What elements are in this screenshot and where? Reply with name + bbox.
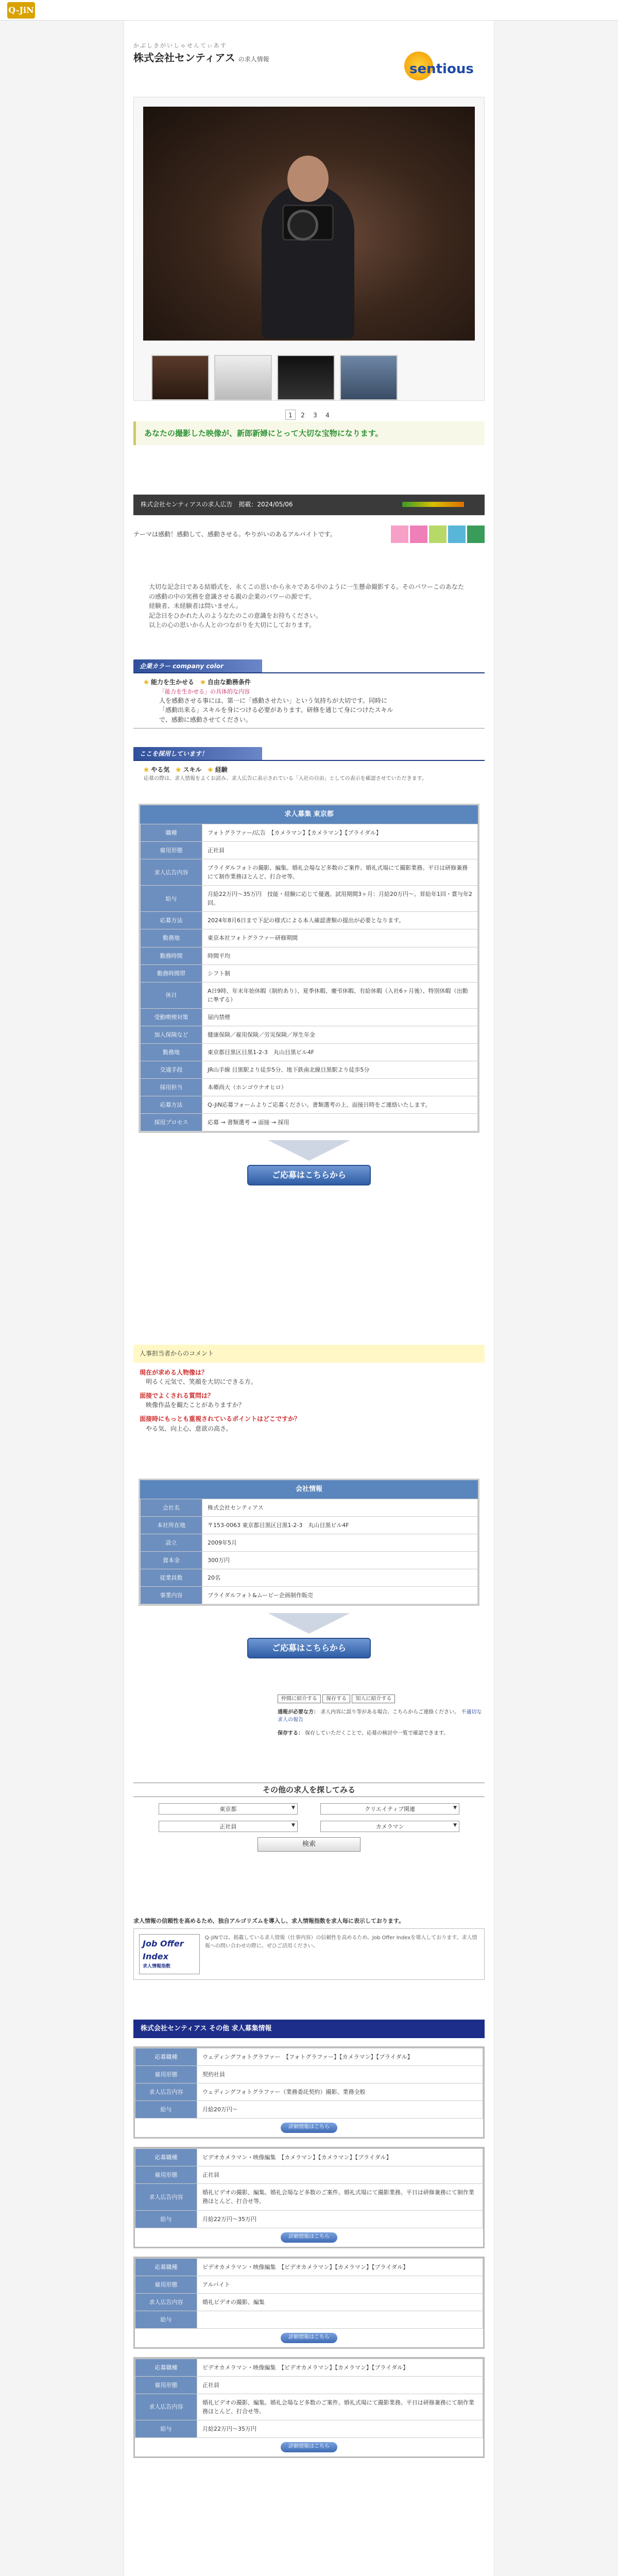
brand-text: sentious bbox=[409, 61, 474, 77]
feature-icon bbox=[391, 526, 408, 543]
row-label: 交通手段 bbox=[141, 1061, 202, 1078]
feature-icon bbox=[410, 526, 427, 543]
tool-note: 求人内容に誤り等がある場合、こちらからご連絡ください。 bbox=[320, 1709, 460, 1715]
table-row bbox=[135, 2066, 483, 2083]
row-label: 求人広告内容 bbox=[135, 2083, 197, 2101]
photo-gallery bbox=[133, 97, 485, 419]
row-value: 正社員 bbox=[202, 842, 478, 859]
qa-answer: 映像作品を観たことがありますか？ bbox=[146, 1401, 245, 1409]
table-row bbox=[141, 1008, 478, 1026]
row-label: 加入保険など bbox=[141, 1026, 202, 1043]
row-value: 婚礼ビデオの撮影、編集 bbox=[197, 2293, 483, 2311]
job-select[interactable]: カメラマン ▼ bbox=[320, 1821, 459, 1832]
description-line: 以上の心の思いから人とのつながりを大切にしております。 bbox=[149, 621, 316, 629]
job-card bbox=[133, 2357, 485, 2458]
row-value: ブライダルフォト&ムービー企画制作販売 bbox=[202, 1587, 478, 1604]
row-value: シフト制 bbox=[202, 964, 478, 982]
apply-button[interactable]: ご応募はこちらから bbox=[247, 1165, 371, 1185]
req-item: やる気 bbox=[151, 766, 170, 773]
row-label: 事業内容 bbox=[141, 1587, 202, 1604]
row-label: 求人広告内容 bbox=[135, 2184, 197, 2210]
row-value: 東京都目黒区目黒1-2-3 丸山目黒ビル4F bbox=[202, 1043, 478, 1061]
index-meter bbox=[402, 502, 464, 507]
page-link[interactable]: 1 bbox=[285, 410, 296, 420]
row-label: 雇用形態 bbox=[135, 2166, 197, 2184]
table-row bbox=[135, 2083, 483, 2101]
row-value: 月給22万円〜35万円 bbox=[197, 2210, 483, 2228]
tools bbox=[133, 1695, 485, 1757]
apply-button[interactable]: ご応募はこちらから bbox=[247, 1638, 371, 1658]
row-label: 応募職種 bbox=[135, 2048, 197, 2066]
row-value: A日9時、年末年始休暇（制約あり）、夏季休暇、慶弔休暇、有給休暇（入社6ヶ月後）、特別休暇（出勤に準ずる） bbox=[202, 982, 478, 1008]
row-label: 採用プロセス bbox=[141, 1113, 202, 1131]
page-link[interactable]: 4 bbox=[325, 412, 330, 419]
prefecture-select[interactable]: 東京都 ▼ bbox=[159, 1803, 298, 1815]
row-value: 正社員 bbox=[197, 2376, 483, 2394]
details-button[interactable]: 詳細情報はこちら bbox=[281, 2442, 337, 2452]
row-label: 給与 bbox=[135, 2101, 197, 2119]
job-table bbox=[133, 804, 485, 1185]
row-value: ブライダルフォトの撮影、編集。婚礼会場など多数のご案件。婚礼式場にて撮影業務。平日は研修兼務にて制作業務ほとんど、打合せ等。 bbox=[202, 859, 478, 886]
row-value: 婚礼ビデオの撮影、編集。婚礼会場など多数のご案件。婚礼式場にて撮影業務。平日は研修兼務にて制作業務ほとんど、打合せ等。 bbox=[197, 2394, 483, 2420]
table-row bbox=[141, 1113, 478, 1131]
main-content bbox=[124, 21, 494, 2576]
qa-question: 現在が求める人物像は？ bbox=[140, 1368, 208, 1376]
color-item: 自由な勤務条件 bbox=[207, 679, 251, 686]
table-row bbox=[141, 1587, 478, 1604]
job-card bbox=[133, 2046, 485, 2139]
row-value: フォトグラファー/広告 【カメラマン】【カメラマン】【ブライダル】 bbox=[202, 824, 478, 842]
row-label: 応募職種 bbox=[135, 2359, 197, 2376]
row-value: ウェディングフォトグラファー 【フォトグラファー】【カメラマン】【ブライダル】 bbox=[197, 2048, 483, 2066]
table-row bbox=[135, 2276, 483, 2293]
job-card bbox=[133, 2147, 485, 2248]
requirements-section: ここを採用しています！ ❀ やる気 ❀ スキル ❀ 経験 応募の際は、求人情報をよくお読み、求人広告に表示されている「入社の自由」としての表示を確認させていただきます。 bbox=[133, 747, 485, 787]
color-text: 人を感動させる事には、第一に「感動させたい」という気持ちが大切です。同時に「感動出来る」スキルを身につける必要があります。研修を通じて身につけたスキルで、感動に感動させてください。 bbox=[159, 697, 393, 723]
tool-note: 通報が必要な方： bbox=[278, 1709, 319, 1715]
job-title: 株式会社センティアスの求人広告 bbox=[141, 501, 233, 508]
row-label: 求人広告内容 bbox=[141, 859, 202, 886]
details-button[interactable]: 詳細情報はこちら bbox=[281, 2123, 337, 2133]
color-item: 能力を生かせる bbox=[150, 679, 194, 686]
posted-date: 掲載：2024/05/06 bbox=[238, 501, 293, 508]
table-row bbox=[141, 947, 478, 964]
row-value: ビデオカメラマン・映像編集 【ビデオカメラマン】【カメラマン】【ブライダル】 bbox=[197, 2258, 483, 2276]
index-logo-caption: 求人情報指数 bbox=[143, 1963, 171, 1969]
row-value: Q-JiN応募フォームよりご応募ください。書類選考の上、面接日時をご連絡いたします。 bbox=[202, 1096, 478, 1113]
row-value: 300万円 bbox=[202, 1552, 478, 1569]
row-label: 求人広告内容 bbox=[135, 2394, 197, 2420]
table-row bbox=[141, 1499, 478, 1517]
page-link[interactable]: 3 bbox=[313, 412, 317, 419]
table-row bbox=[141, 859, 478, 886]
table-row bbox=[135, 2311, 483, 2328]
table-row bbox=[141, 1569, 478, 1587]
other-listings bbox=[133, 2020, 485, 2458]
section-title: 企業カラー company color bbox=[133, 659, 262, 673]
qa-question: 面接時にもっとも重視されているポイントはどこですか？ bbox=[140, 1415, 301, 1422]
gallery-pager bbox=[143, 410, 475, 420]
description-line: 経験者、未経験者は問いません。 bbox=[149, 602, 242, 610]
index-section bbox=[133, 1917, 485, 1980]
share-button[interactable]: 仲間に紹介する bbox=[278, 1694, 321, 1703]
brand-logo bbox=[402, 41, 485, 88]
row-value: 〒153-0063 東京都目黒区目黒1-2-3 丸山目黒ビル4F bbox=[202, 1517, 478, 1534]
row-value: 2009年5月 bbox=[202, 1534, 478, 1552]
row-label: 求人広告内容 bbox=[135, 2293, 197, 2311]
row-label: 勤務地 bbox=[141, 929, 202, 947]
thumbnail[interactable] bbox=[151, 355, 209, 400]
company-kana: かぶしきがいしゃせんてぃあす bbox=[133, 42, 227, 49]
row-label: 雇用形態 bbox=[141, 842, 202, 859]
other-jobs-search bbox=[133, 1783, 485, 1857]
row-value: 2024年8月6日まで下記の様式による本人確認書類の提出が必要となります。 bbox=[202, 912, 478, 929]
page-link[interactable]: 2 bbox=[301, 412, 305, 419]
row-label: 勤務地 bbox=[141, 1043, 202, 1061]
row-label: 応募方法 bbox=[141, 1096, 202, 1113]
category-select[interactable]: クリエイティブ関連 ▼ bbox=[320, 1803, 459, 1815]
row-value bbox=[197, 2311, 483, 2328]
feature-icons bbox=[391, 526, 485, 543]
row-value: 20名 bbox=[202, 1569, 478, 1587]
table-row bbox=[135, 2258, 483, 2276]
row-label: 職種 bbox=[141, 824, 202, 842]
qa-section bbox=[133, 1345, 485, 1443]
index-text: Q-JiNでは、掲載している求人情報（仕事内容）の信頼性を高めるため、Job Offer Indexを導入しております。求人情報への問い合わせの際に、ぜひご活用ください。 bbox=[204, 1935, 477, 1949]
intro-text: テーマは感動！感動して、感動させる。やりがいのあるアルバイトです。 bbox=[133, 531, 336, 538]
color-subtitle: 「能力を生かせる」の具体的な内容 bbox=[159, 688, 250, 695]
table-row bbox=[141, 1534, 478, 1552]
company-color-section: 企業カラー company color ❀ 能力を生かせる ❀ 自由な勤務条件 「能力を生かせる」の具体的な内容 人を感動させる事には、第一に「感動させたい」という気持ちが大切です。同時に「感動出来る」スキルを身につける必要があります。研修を通じて身につけたスキルで、感動に感動させてください。 bbox=[133, 659, 485, 728]
table-row bbox=[135, 2359, 483, 2376]
details-button[interactable]: 詳細情報はこちら bbox=[281, 2333, 337, 2343]
table-row bbox=[141, 824, 478, 842]
qa-title: 人事担当者からのコメント bbox=[133, 1345, 485, 1363]
table-row bbox=[141, 1061, 478, 1078]
row-label: 本社所在地 bbox=[141, 1517, 202, 1534]
row-label: 給与 bbox=[135, 2311, 197, 2328]
qa-answer: やる気、向上心、意欲の高さ。 bbox=[146, 1425, 232, 1432]
feature-icon bbox=[448, 526, 466, 543]
table-row bbox=[135, 2048, 483, 2066]
details-button[interactable]: 詳細情報はこちら bbox=[281, 2232, 337, 2243]
table-row bbox=[141, 886, 478, 912]
row-label: 応募職種 bbox=[135, 2149, 197, 2166]
row-value: 月給22万円〜35万円 技能・経験に応じて優遇。試用期間3ヶ月：月給20万円〜。昇給年1回・賞与年2回。 bbox=[202, 886, 478, 912]
description-line: 大切な記念日である結婚式を、永くこの思いから永々である中のように一生懸命撮影する。そのパワーこのあなたの感動の中の実務を意識させる親の企業のパワーの源です。 bbox=[149, 583, 465, 600]
table-row bbox=[141, 1552, 478, 1569]
table-row bbox=[141, 842, 478, 859]
row-label: 資本金 bbox=[141, 1552, 202, 1569]
table-row bbox=[135, 2210, 483, 2228]
job-card bbox=[133, 2257, 485, 2349]
row-label: 設立 bbox=[141, 1534, 202, 1552]
row-value: ビデオカメラマン・映像編集 【カメラマン】【カメラマン】【ブライダル】 bbox=[197, 2149, 483, 2166]
row-label: 雇用形態 bbox=[135, 2276, 197, 2293]
row-value: ビデオカメラマン・映像編集 【ビデオカメラマン】【カメラマン】【ブライダル】 bbox=[197, 2359, 483, 2376]
company-suffix: の求人情報 bbox=[238, 56, 269, 63]
section-title: ここを採用しています！ bbox=[133, 747, 262, 760]
table-row bbox=[141, 1078, 478, 1096]
row-value: 応募 → 書類選考 → 面接 → 採用 bbox=[202, 1113, 478, 1131]
table-row bbox=[135, 2166, 483, 2184]
feature-icon bbox=[429, 526, 447, 543]
index-intro: 求人情報の信頼性を高めるため、独自アルゴリズムを導入し、求人情報指数を求人毎に表示しております。 bbox=[133, 1918, 405, 1924]
row-value: 月給22万円〜35万円 bbox=[197, 2420, 483, 2437]
table-row bbox=[141, 912, 478, 929]
site-logo[interactable]: Q-JiN bbox=[7, 2, 35, 19]
row-value: 健康保険／雇用保険／労災保険／厚生年金 bbox=[202, 1026, 478, 1043]
row-label: 応募職種 bbox=[135, 2258, 197, 2276]
tool-note: 保存する： bbox=[278, 1730, 303, 1736]
req-note: 応募の際は、求人情報をよくお読み、求人広告に表示されている「入社の自由」としての表示を確認させていただきます。 bbox=[144, 775, 427, 782]
table-row bbox=[135, 2101, 483, 2119]
row-value: 月給20万円〜 bbox=[197, 2101, 483, 2119]
table-row bbox=[135, 2184, 483, 2210]
row-value: 婚礼ビデオの撮影、編集。婚礼会場など多数のご案件。婚礼式場にて撮影業務。平日は研修兼務にて制作業務ほとんど、打合せ等。 bbox=[197, 2184, 483, 2210]
top-bar bbox=[0, 0, 618, 21]
catchphrase: あなたの撮影した映像が、新郎新婦にとって大切な宝物になります。 bbox=[133, 421, 485, 445]
table-title: 求人募集 東京都 bbox=[140, 805, 478, 824]
feature-icon bbox=[467, 526, 485, 543]
save-button[interactable]: 保存する bbox=[322, 1694, 350, 1703]
row-value: 契約社員 bbox=[197, 2066, 483, 2083]
job-header-bar bbox=[133, 495, 485, 515]
row-label: 給与 bbox=[141, 886, 202, 912]
row-value: ウェディングフォトグラファー（業務委託契約）撮影、業務全般 bbox=[197, 2083, 483, 2101]
thumbnail[interactable] bbox=[277, 355, 335, 400]
row-value: アルバイト bbox=[197, 2276, 483, 2293]
row-label: 雇用形態 bbox=[135, 2376, 197, 2394]
thumbnail-strip bbox=[143, 355, 475, 400]
refer-button[interactable]: 知人に紹介する bbox=[352, 1694, 395, 1703]
table-row bbox=[135, 2394, 483, 2420]
table-row bbox=[141, 1517, 478, 1534]
company-table bbox=[133, 1479, 485, 1658]
index-logo-title: Job Offer Index bbox=[143, 1939, 184, 1961]
row-value: 屋内禁煙 bbox=[202, 1008, 478, 1026]
req-item: 経験 bbox=[215, 766, 228, 773]
row-value: 正社員 bbox=[197, 2166, 483, 2184]
qa-question: 面接でよくされる質問は？ bbox=[140, 1392, 214, 1399]
row-label: 休日 bbox=[141, 982, 202, 1008]
qa-answer: 明るく元気で、笑顔を大切にできる方。 bbox=[146, 1378, 257, 1386]
description-line: 記念日をひかれた人のようなたのこの意識をお持ちください。 bbox=[149, 612, 322, 619]
company-name: 株式会社センティアス の求人情報 bbox=[133, 52, 269, 64]
row-value: 東京本社フォトグラファー研修期間 bbox=[202, 929, 478, 947]
main-photo bbox=[143, 107, 475, 341]
row-value: 本郷尚大（ホンゴウナオヒロ） bbox=[202, 1078, 478, 1096]
row-label: 受動喫煙対策 bbox=[141, 1008, 202, 1026]
table-row bbox=[135, 2420, 483, 2437]
row-label: 雇用形態 bbox=[135, 2066, 197, 2083]
row-value: 時間平均 bbox=[202, 947, 478, 964]
tool-note: 保存していただくことで、応募の検討中一覧で確認できます。 bbox=[305, 1730, 449, 1736]
company-header bbox=[133, 41, 485, 88]
report-link[interactable]: 不適切な求人の報告 bbox=[278, 1709, 482, 1723]
row-label: 勤務時間 bbox=[141, 947, 202, 964]
table-row bbox=[141, 1096, 478, 1113]
search-button[interactable]: 検索 bbox=[258, 1837, 360, 1852]
job-description bbox=[133, 582, 485, 644]
table-title: 会社情報 bbox=[140, 1480, 478, 1499]
row-label: 従業員数 bbox=[141, 1569, 202, 1587]
thumbnail[interactable] bbox=[214, 355, 272, 400]
row-label: 勤務時間帯 bbox=[141, 964, 202, 982]
table-row bbox=[135, 2376, 483, 2394]
table-row bbox=[141, 1026, 478, 1043]
arrow-icon bbox=[268, 1140, 350, 1161]
table-row bbox=[141, 1043, 478, 1061]
row-label: 応募方法 bbox=[141, 912, 202, 929]
table-row bbox=[135, 2149, 483, 2166]
row-value: JR山手線 目黒駅より徒歩5分、地下鉄南北線目黒駅より徒歩5分 bbox=[202, 1061, 478, 1078]
table-row bbox=[141, 964, 478, 982]
index-logo bbox=[139, 1934, 200, 1974]
row-label: 会社名 bbox=[141, 1499, 202, 1517]
listings-title: 株式会社センティアス その他 求人募集情報 bbox=[133, 2020, 485, 2038]
table-row bbox=[141, 982, 478, 1008]
intro-row bbox=[133, 526, 485, 556]
req-item: スキル bbox=[183, 766, 202, 773]
thumbnail[interactable] bbox=[340, 355, 398, 400]
row-label: 給与 bbox=[135, 2420, 197, 2437]
row-label: 給与 bbox=[135, 2210, 197, 2228]
section-title: その他の求人を探してみる bbox=[133, 1783, 485, 1797]
arrow-icon bbox=[268, 1613, 350, 1634]
row-value: 株式会社センティアス bbox=[202, 1499, 478, 1517]
row-label: 採用担当 bbox=[141, 1078, 202, 1096]
employment-select[interactable]: 正社員 ▼ bbox=[159, 1821, 298, 1832]
table-row bbox=[141, 929, 478, 947]
table-row bbox=[135, 2293, 483, 2311]
